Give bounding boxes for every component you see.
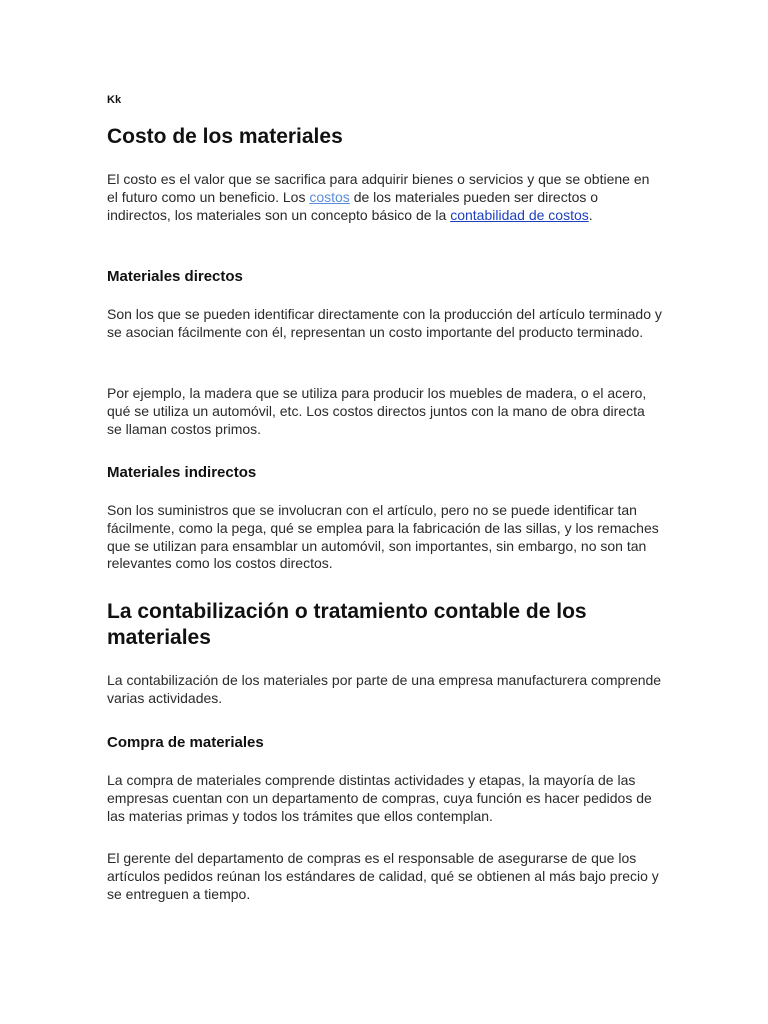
paragraph-compra-1: La compra de materiales comprende distintas actividades y etapas, la mayoría de las empresas cuentan con un departamento de compras, cuya función es hacer pedidos de las materias primas y todos los trámites que ellos contemplan. bbox=[107, 772, 652, 824]
doc-marker: Kk bbox=[107, 94, 122, 106]
paragraph-contabilizacion: La contabilización de los materiales por parte de una empresa manufacturera comprende varias actividades. bbox=[107, 672, 662, 706]
paragraph-costo-definicion bbox=[107, 171, 662, 224]
paragraph-directos-definicion: Son los que se pueden identificar directamente con la producción del artículo terminado y se asocian fácilmente con él, representan un costo importante del producto terminado. bbox=[107, 306, 662, 340]
paragraph-compra-2: El gerente del departamento de compras es el responsable de asegurarse de que los artículos pedidos reúnan los estándares de calidad, qué se obtienen al más bajo precio y se entreguen a tiempo. bbox=[107, 850, 659, 902]
paragraph-indirectos: Son los suministros que se involucran con el artículo, pero no se puede identificar tan fácilmente, como la pega, qué se emplea para la fabricación de las sillas, y los remaches que se utilizan para ensamblar un automóvil, son importantes, sin embargo, no son tan relevantes como los costos directos. bbox=[107, 502, 659, 572]
paragraph-text: El costo es el valor que se sacrifica para adquirir bienes o servicios y que se obtiene en el futuro como un beneficio. Los bbox=[107, 171, 650, 205]
paragraph-text: de los materiales pueden ser directos o indirectos, los materiales son un concepto básico de la bbox=[107, 188, 599, 223]
link-contabilidad-de-costos[interactable]: contabilidad de costos bbox=[450, 206, 589, 223]
heading-compra-materiales: Compra de materiales bbox=[107, 734, 264, 751]
paragraph-text: . bbox=[588, 206, 593, 223]
heading-materiales-indirectos: Materiales indirectos bbox=[107, 464, 257, 481]
heading-materiales-directos: Materiales directos bbox=[107, 268, 243, 285]
link-costos[interactable]: costos bbox=[309, 188, 350, 205]
paragraph-directos-ejemplo: Por ejemplo, la madera que se utiliza para producir los muebles de madera, o el acero, qué se utiliza un automóvil, etc. Los costos directos juntos con la mano de obra directa se llaman costos primos. bbox=[107, 385, 647, 437]
heading-costo-materiales: Costo de los materiales bbox=[107, 125, 343, 148]
heading-contabilizacion: La contabilización o tratamiento contable de los materiales bbox=[107, 600, 587, 649]
